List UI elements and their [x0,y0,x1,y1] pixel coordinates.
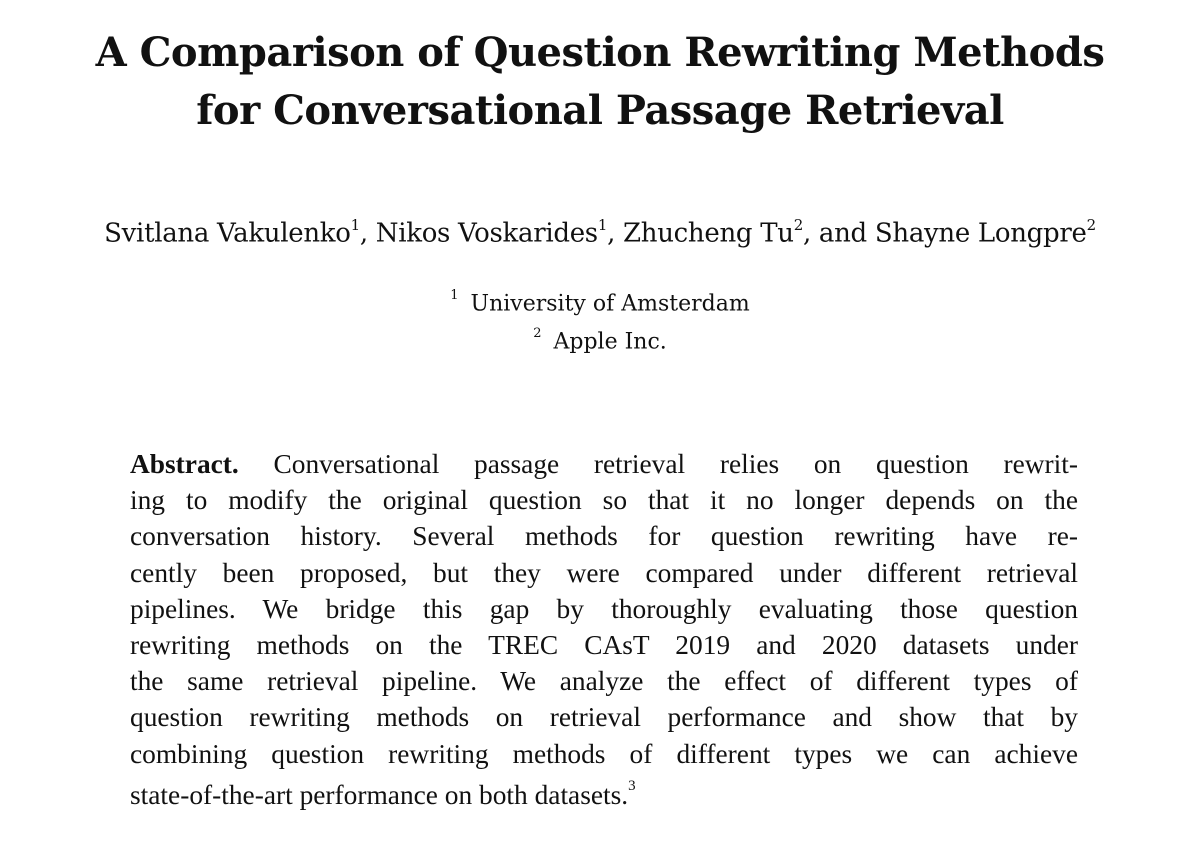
author-name: Shayne Longpre [874,218,1087,249]
affiliation-number: 1 [450,288,459,303]
abstract-label: Abstract. [130,449,239,479]
abstract-line: pipelines. We bridge this gap by thoroughly evaluating those question [130,593,1078,624]
affiliation-list [0,282,1200,359]
author-name: Zhucheng Tu [623,218,794,249]
abstract-line: rewriting methods on the TREC CAsT 2019 and 2020 datasets under [130,630,1078,661]
abstract-text: state-of-the-art performance on both datasets. [130,779,629,810]
affiliation [0,320,1200,358]
footnote-mark: 3 [628,777,636,794]
author-affil-mark: 1 [350,216,360,234]
author-affil-mark: 2 [1086,216,1096,234]
affiliation-name: University of Amsterdam [470,291,750,317]
author-affil-mark: 2 [793,216,803,234]
abstract-line: conversation history. Several methods for question rewriting have re- [130,521,1078,552]
affiliation [0,282,1200,320]
author-name: Nikos Voskarides [375,218,598,249]
abstract-line: question rewriting methods on retrieval performance and show that by [130,702,1078,733]
author-affil-mark: 1 [597,216,608,234]
abstract-line: the same retrieval pipeline. We analyze the effect of different types of [130,666,1078,697]
abstract-line [130,446,1078,482]
abstract-line [130,772,1078,813]
abstract-text: Conversational passage retrieval relies on question rewrit- [273,449,1078,479]
abstract-line: cently been proposed, but they were compared under different retrieval [130,557,1078,588]
abstract-line: ing to modify the original question so that it no longer depends on the [130,485,1078,516]
abstract [130,446,1078,813]
title-line-1: A Comparison of Question Rewriting Methods [95,29,1105,76]
affiliation-number: 2 [533,326,542,342]
author-name: Svitlana Vakulenko [104,218,351,249]
title-line-2: for Conversational Passage Retrieval [196,87,1004,134]
author-separator: , [359,218,376,249]
author-separator: , and [802,218,875,249]
abstract-line: combining question rewriting methods of different types we can achieve [130,738,1078,769]
paper-title [0,24,1200,140]
author-separator: , [607,218,624,249]
affiliation-name: Apple Inc. [553,329,667,355]
author-list [0,207,1200,254]
